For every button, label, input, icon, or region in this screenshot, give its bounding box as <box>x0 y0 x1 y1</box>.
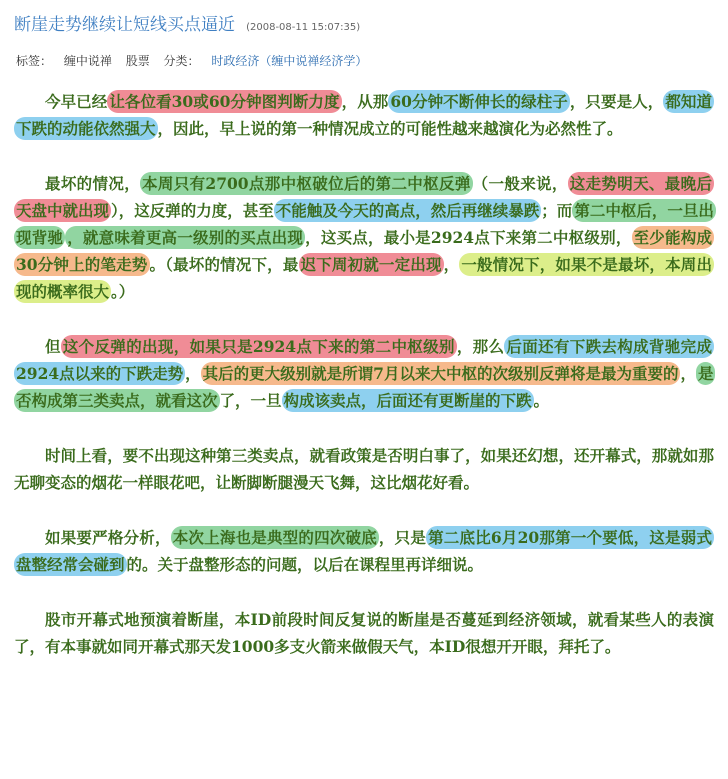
paragraph-text: ， <box>680 364 696 383</box>
paragraph-text: 。 <box>533 391 550 410</box>
paragraph-text: ；而 <box>541 201 573 220</box>
article-paragraph <box>14 333 714 414</box>
paragraph-text: 。） <box>111 282 135 301</box>
tag-link[interactable]: 缠中说禅 <box>63 54 112 68</box>
post-title: 断崖走势继续让短线买点逼近 <box>14 15 235 35</box>
highlighted-text: 后面还有下跌去构成背驰完成2924点以来的下跌走势 <box>16 337 712 383</box>
category-link[interactable]: 时政经济（缠中说禅经济学） <box>211 54 368 68</box>
paragraph-text: 今早已经 <box>45 92 108 111</box>
paragraph-text: ，只是 <box>378 528 427 547</box>
paragraph-text: 如果要严格分析， <box>45 528 171 547</box>
tags-label: 标签： <box>16 54 53 68</box>
highlighted-text: 不能触及今天的高点，然后再继续暴跌 <box>275 201 540 220</box>
highlighted-text: 是否构成第三类卖点，就看这次 <box>16 364 714 410</box>
article-paragraph <box>14 442 714 496</box>
paragraph-text: 但 <box>45 337 61 356</box>
paragraph-text: （一般来说， <box>472 174 568 193</box>
paragraph-text: ，那么 <box>456 337 505 356</box>
highlighted-text: 第二中枢后，一旦出现背驰 <box>16 201 714 247</box>
highlighted-text: 让各位看30或60分钟图判断力度 <box>109 92 340 111</box>
paragraph-text: ），这反弹的力度，甚至 <box>111 201 274 220</box>
tag-link[interactable]: 股票 <box>125 54 150 68</box>
paragraph-text: 的。关于盘整形态的问题，以后在课程里再详细说。 <box>126 555 484 574</box>
paragraph-text: ， <box>443 255 460 274</box>
paragraph-text: ，从那 <box>341 92 389 111</box>
article-paragraph <box>14 170 714 305</box>
post-timestamp: (2008-08-11 15:07:35) <box>246 22 361 33</box>
highlighted-text: 迟下周初就一定出现 <box>300 255 442 274</box>
highlighted-text: ，就意味着更高一级别的买点出现 <box>67 228 304 247</box>
highlighted-text: 都知道下跌的动能依然强大 <box>16 92 712 138</box>
post-header <box>14 10 718 35</box>
paragraph-text: ， <box>185 364 201 383</box>
highlighted-text: 一般情况下，如果不是最坏，本周出现的概率很大 <box>16 255 712 301</box>
article-paragraph <box>14 524 714 578</box>
highlighted-text: 本次上海也是典型的四次破底 <box>172 528 377 547</box>
article-paragraph <box>14 88 714 142</box>
paragraph-text: ，只要是人， <box>569 92 664 111</box>
highlighted-text: 这个反弹的出现，如果只是2924点下来的第二中枢级别 <box>62 337 455 356</box>
paragraph-text: 了，一旦 <box>219 391 282 410</box>
paragraph-text: 股市开幕式地预演着断崖，本ID前段时间反复说的断崖是否蔓延到经济领域，就看某些人的表演了，有本事就如同开幕式那天发1000多支火箭来做假天气，本ID很想开开眼，拜托了。 <box>14 610 714 656</box>
highlighted-text: 构成该卖点，后面还有更断崖的下跌 <box>283 391 532 410</box>
paragraph-text: ，这买点，最小是2924点下来第二中枢级别， <box>305 228 632 247</box>
highlighted-text: 本周只有2700点那中枢破位后的第二中枢反弹 <box>142 174 471 193</box>
highlighted-text: 其后的更大级别就是所谓7月以来大中枢的次级别反弹将是最为重要的 <box>202 364 679 383</box>
article-paragraph <box>14 606 714 660</box>
category-label: 分类： <box>163 54 200 68</box>
highlighted-text: 这走势明天、最晚后天盘中就出现 <box>16 174 712 220</box>
highlighted-text: 第二底比6月20那第一个要低，这是弱式盘整经常会碰到 <box>16 528 712 574</box>
highlighted-text: 60分钟不断伸长的绿柱子 <box>390 92 568 111</box>
paragraph-text: 最坏的情况， <box>45 174 141 193</box>
paragraph-text: ，因此，早上说的第一种情况成立的可能性越来越演化为必然性了。 <box>157 119 623 138</box>
paragraph-text: 时间上看，要不出现这种第三类卖点，就看政策是否明白事了，如果还幻想，还开幕式，那就如那无聊变态的烟花一样眼花吧，让断脚断腿漫天飞舞，这比烟花好看。 <box>14 446 714 492</box>
paragraph-text: 。（最坏的情况下，最 <box>149 255 299 274</box>
highlighted-text: 至少能构成30分钟上的笔走势 <box>16 228 712 274</box>
post-meta <box>16 52 377 69</box>
article-body <box>14 88 714 688</box>
